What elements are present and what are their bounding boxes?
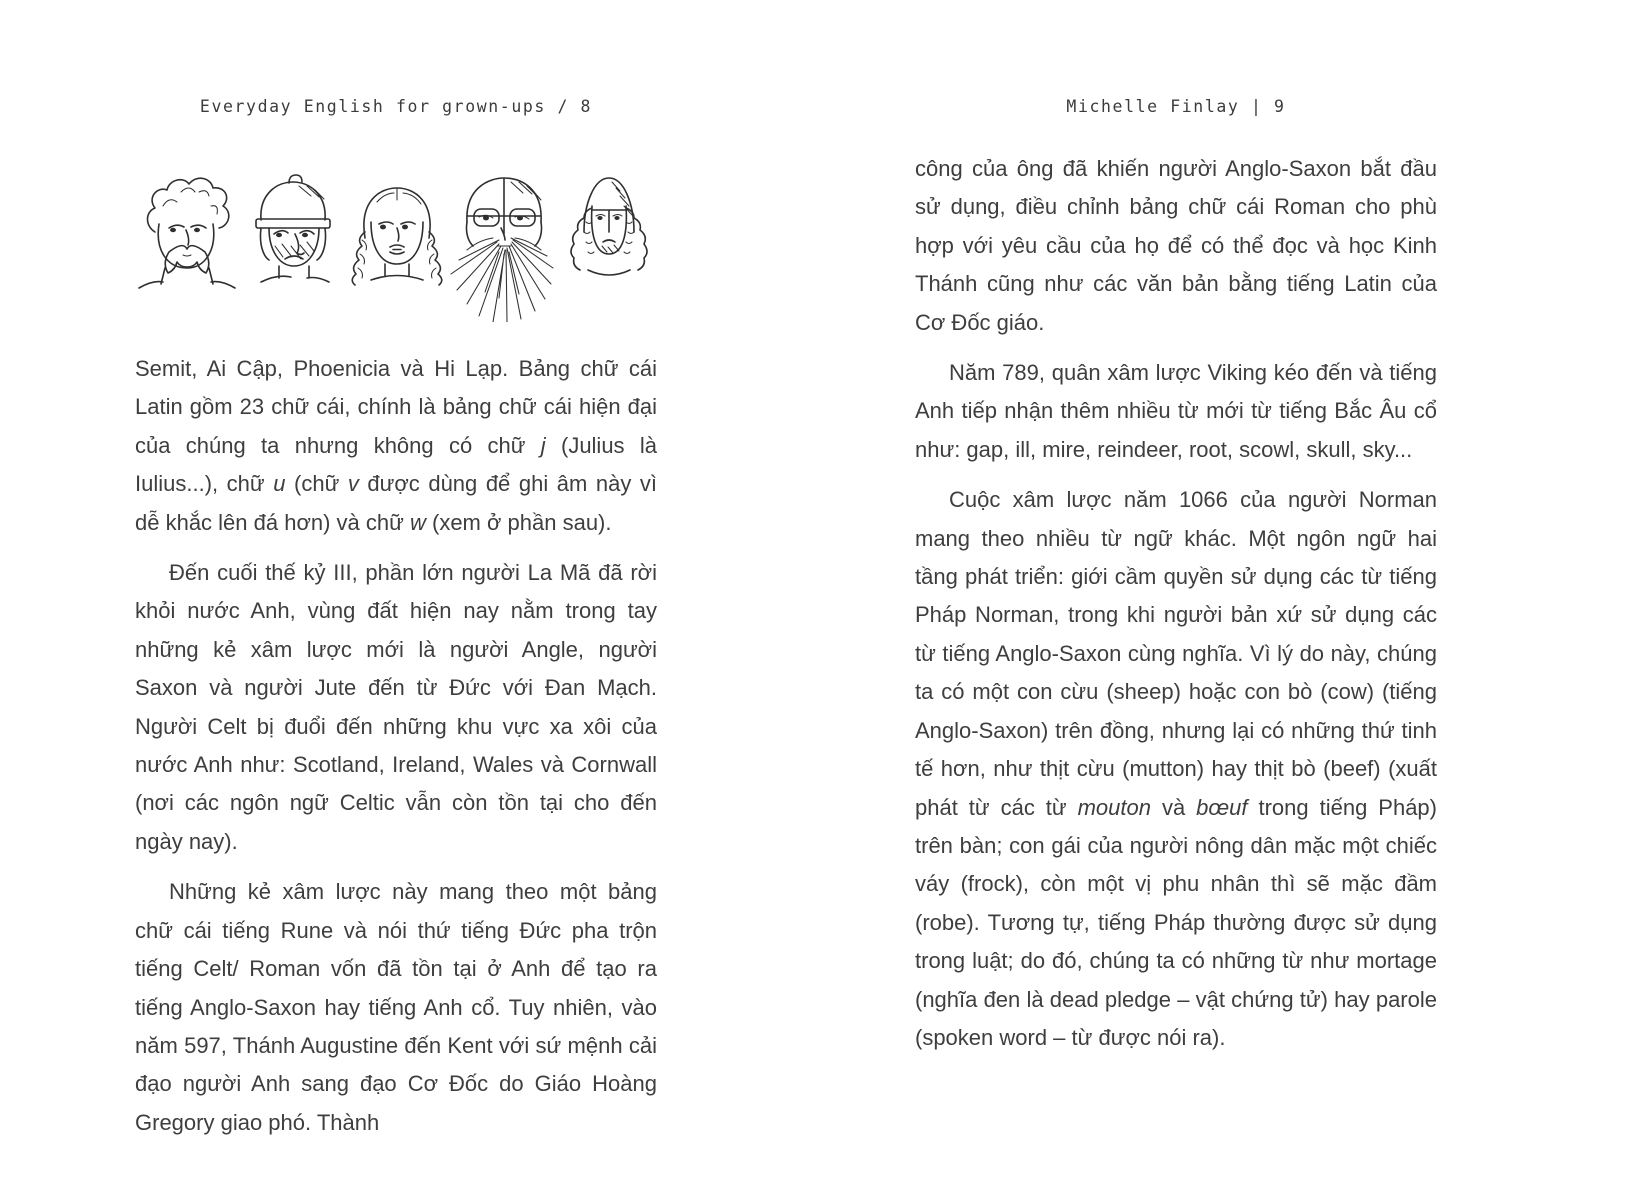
paragraph — [135, 873, 657, 1142]
text-run: Đến cuối thế kỷ III, phần lớn người La Mã đã rời khỏi nước Anh, vùng đất hiện nay nằm trong tay những kẻ xâm lược mới là người Angle, người Saxon và người Jute đến từ Đức với Đan Mạch. Người Celt bị đuổi đến những khu vực xa xôi của nước Anh như: Scotland, Ireland, Wales và Cornwall (nơi các ngôn ngữ Celtic vẫn còn tồn tại cho đến ngày nay). — [135, 560, 657, 854]
paragraph — [915, 150, 1437, 342]
text-run: Semit, Ai Cập, Phoenicia và Hi Lạp. Bảng chữ cái Latin gồm 23 chữ cái, chính là bảng chữ cái hiện đại của chúng ta nhưng không có chữ — [135, 356, 657, 458]
text-run: (Julius là Iulius...), chữ — [135, 432, 657, 497]
text-run: (chữ — [285, 471, 348, 497]
text-run-italic: j — [540, 432, 546, 458]
text-run-italic: v — [347, 471, 359, 497]
text-run: Những kẻ xâm lược này mang theo một bảng chữ cái tiếng Rune và nói thứ tiếng Đức pha trộn tiếng Celt/ Roman vốn đã tồn tại ở Anh để tạo ra tiếng Anglo-Saxon hay tiếng Anh cổ. Tuy nhiên, vào năm 597, Thánh Augustine đến Kent với sứ mệnh cải đạo người Anh sang đạo Cơ Đốc do Giáo Hoàng Gregory giao phó. Thành — [135, 879, 657, 1135]
paragraph — [915, 354, 1437, 469]
text-run: công của ông đã khiến người Anglo-Saxon bắt đầu sử dụng, điều chỉnh bảng chữ cái Roman cho phù hợp với yêu cầu của họ để có thể đọc và học Kinh Thánh cũng như các văn bản bằng tiếng Latin của Cơ Đốc giáo. — [915, 156, 1437, 335]
text-run-italic: bœuf — [1196, 794, 1248, 820]
text-run: Cuộc xâm lược năm 1066 của người Norman mang theo nhiều từ ngữ khác. Một ngôn ngữ hai tầng phát triển: giới cầm quyền sử dụng các từ tiếng Pháp Norman, trong khi người bản xứ sử dụng các từ tiếng Anglo-Saxon cùng nghĩa. Vì lý do này, chúng ta có một con cừu (sheep) hoặc con bò (cow) (tiếng Anglo-Saxon) trên đồng, nhưng lại có những thứ tinh tế hơn, như thịt cừu (mutton) hay thịt bò (beef) (xuất phát từ các từ — [915, 487, 1437, 820]
text-run-italic: u — [273, 471, 286, 497]
text-run: trong tiếng Pháp) trên bàn; con gái của người nông dân mặc một chiếc váy (frock), còn một vị phu nhân thì sẽ mặc đầm (robe). Tương tự, tiếng Pháp thường được sử dụng trong luật; do đó, chúng ta có những từ như mortage (nghĩa đen là dead pledge – vật chứng tử) hay parole (spoken word – từ được nói ra). — [915, 794, 1437, 1050]
right-page — [915, 0, 1437, 1200]
text-run: và — [1151, 794, 1197, 820]
text-run: (xem ở phần sau). — [425, 509, 612, 535]
text-run: Năm 789, quân xâm lược Viking kéo đến và tiếng Anh tiếp nhận thêm nhiều từ mới từ tiếng Bắc Âu cổ như: gap, ill, mire, reindeer, root, scowl, skull, sky... — [915, 360, 1437, 462]
text-run: được dùng để ghi âm này vì dễ khắc lên đá hơn) và chữ — [135, 471, 657, 535]
curly-haired-celt-icon — [139, 178, 235, 288]
faces-illustration — [133, 164, 661, 322]
right-page-text — [915, 150, 1437, 1057]
paragraph — [915, 481, 1437, 1057]
text-run-italic: w — [409, 509, 426, 535]
roman-soldier-icon — [256, 175, 330, 282]
saxon-woman-icon — [352, 188, 442, 285]
norman-warrior-icon — [571, 178, 647, 275]
paragraph — [135, 350, 657, 542]
paragraph — [135, 554, 657, 861]
left-page — [135, 0, 657, 1200]
text-run-italic: mouton — [1077, 794, 1151, 820]
left-running-head: Everyday English for grown-ups / 8 — [199, 97, 593, 116]
viking-warrior-icon — [451, 178, 553, 322]
right-running-head: Michelle Finlay | 9 — [1066, 97, 1286, 116]
left-page-text — [135, 350, 657, 1142]
